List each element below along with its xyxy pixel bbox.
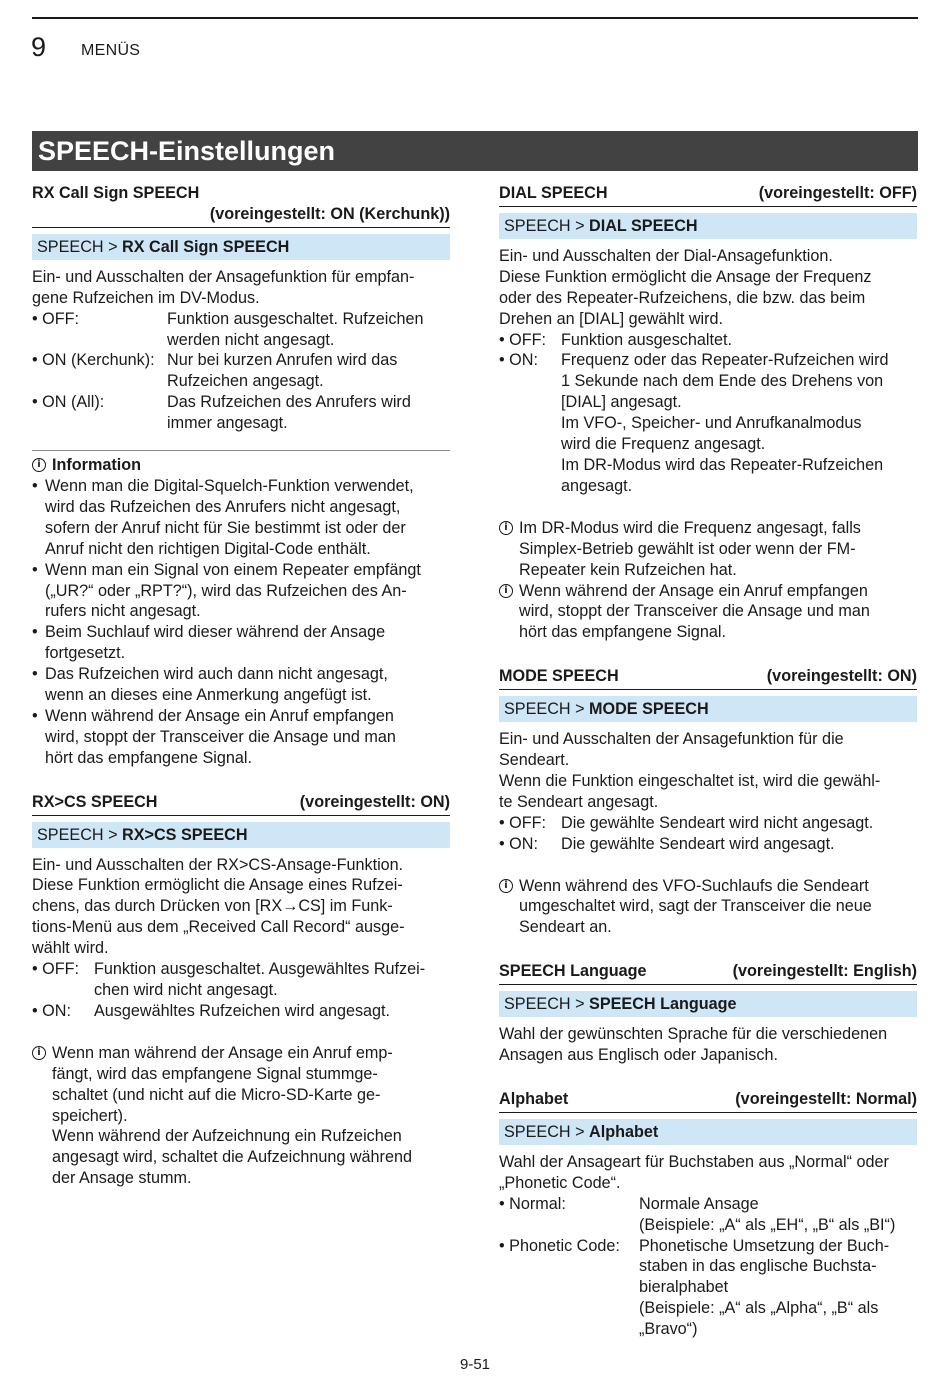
option-off: • OFF: Funktion ausgeschaltet. (499, 330, 732, 349)
dial-note: i Im DR-Modus wird die Frequenz angesagt, falls Simplex-Betrieb gewählt ist oder wenn der FM- Repeater kein Rufzeichen hat. (499, 518, 917, 581)
dial-description: Ein- und Ausschalten der Dial-Ansagefunktion. Diese Funktion ermöglicht die Ansage der Frequenz oder des Repeater-Rufzeichens, die bzw. das beim Drehen an [DIAL] gewählt wird. (499, 246, 872, 328)
dial-default: (voreingestellt: OFF) (758, 184, 917, 202)
menu-item: DIAL SPEECH (589, 216, 698, 235)
language-heading (499, 961, 917, 982)
heading-rule (499, 984, 917, 985)
rxcs-default: (voreingestellt: ON) (299, 792, 450, 811)
mode-options (499, 813, 917, 855)
option-off: • OFF: Funktion ausgeschaltet. Ausgewähltes Rufzei- chen wird nicht angesagt. (32, 960, 426, 999)
heading-rule (32, 815, 450, 816)
info-icon: i (32, 1046, 46, 1060)
page-number: 9-51 (459, 1356, 491, 1373)
menu-item: Alphabet (589, 1122, 659, 1141)
dial-options (499, 330, 917, 497)
info-icon: i (499, 879, 513, 893)
section-banner: SPEECH-Einstellungen (32, 131, 918, 171)
rxcs-note: i Wenn man während der Ansage ein Anruf emp- fängt, wird das empfangene Signal stummge- schaltet (und nicht auf die Micro-SD-Karte ge- speichert). Wenn während der Aufzeichnung ein Rufzeichen angesagt wird, schaltet die Aufzeichnung während der Ansage stumm. (32, 1043, 450, 1189)
option-on-kerchunk: • ON (Kerchunk): Nur bei kurzen Anrufen wird das Rufzeichen angesagt. (32, 351, 398, 391)
heading-rule (499, 689, 917, 690)
option-on-all: • ON (All): Das Rufzeichen des Anrufers wird immer angesagt. (32, 393, 411, 433)
info-icon: i (499, 584, 513, 598)
rx-call-default: (voreingestellt: ON (Kerchunk)) (209, 204, 450, 223)
alphabet-options (499, 1194, 917, 1340)
info-icon: i (32, 458, 46, 472)
heading-rule (32, 227, 450, 228)
option-off: • OFF: Die gewählte Sendeart wird nicht angesagt. (499, 813, 874, 832)
list-item: • Wenn während der Ansage ein Anruf empfangen wird, stoppt der Transceiver die Ansage und man hört das empfangene Signal. (32, 706, 396, 767)
rx-call-title: RX Call Sign SPEECH (32, 184, 200, 202)
menu-item: SPEECH Language (589, 995, 737, 1014)
language-title: SPEECH Language (499, 962, 647, 981)
alphabet-title: Alphabet (499, 1090, 569, 1108)
dial-menu-path: SPEECH > DIAL SPEECH (499, 213, 917, 239)
dial-note: i Wenn während der Ansage ein Anruf empfangen wird, stoppt der Transceiver die Ansage und man hört das empfangene Signal. (499, 581, 917, 644)
rx-call-options (32, 309, 450, 434)
list-item: • Das Rufzeichen wird auch dann nicht angesagt, wenn an dieses eine Anmerkung angefügt ist. (32, 665, 388, 705)
information-heading: i Information (32, 455, 450, 476)
right-column (499, 183, 917, 1340)
left-column (32, 183, 450, 1189)
mode-description: Ein- und Ausschalten der Ansagefunktion für die Sendeart. Wenn die Funktion eingeschaltet ist, wird die gewähl- te Sendeart angesagt. (499, 730, 881, 811)
language-default: (voreingestellt: English) (732, 962, 917, 981)
alphabet-description: Wahl der Ansageart für Buchstaben aus „Normal“ oder „Phonetic Code“. (499, 1152, 889, 1192)
menu-item: RX>CS SPEECH (122, 825, 248, 844)
alphabet-menu-path: SPEECH > Alphabet (499, 1119, 917, 1145)
language-menu-path: SPEECH > SPEECH Language (499, 991, 917, 1017)
rxcs-description: Ein- und Ausschalten der RX>CS-Ansage-Funktion. Diese Funktion ermöglicht die Ansage eines Rufzei- chens, das durch Drücken von [RX→CS] im Funk- tions-Menü aus dem „Received Call Record“ ausge- wählt wird. (32, 855, 405, 958)
rx-call-description: Ein- und Ausschalten der Ansagefunktion für empfan- gene Rufzeichen im DV-Modus. (32, 267, 415, 307)
dial-heading (499, 183, 917, 204)
option-on: • ON: Frequenz oder das Repeater-Rufzeichen wird 1 Sekunde nach dem Ende des Drehens von [DIAL] angesagt. Im VFO-, Speicher- und Anrufkanalmodus wird die Frequenz angesagt. Im DR-Modus wird das Repeater-Rufzeichen angesagt. (499, 351, 889, 495)
chapter-number: 9 (31, 32, 47, 62)
dial-title: DIAL SPEECH (499, 184, 608, 202)
heading-rule (499, 206, 917, 207)
alphabet-heading (499, 1089, 917, 1110)
mode-default: (voreingestellt: ON) (766, 667, 917, 686)
mode-menu-path: SPEECH > MODE SPEECH (499, 696, 917, 722)
rx-call-heading (32, 183, 450, 225)
option-off: • OFF: Funktion ausgeschaltet. Rufzeichen werden nicht angesagt. (32, 309, 424, 349)
rx-call-menu-path: SPEECH > RX Call Sign SPEECH (32, 234, 450, 260)
rxcs-options (32, 959, 450, 1022)
list-item: • Wenn man ein Signal von einem Repeater empfängt („UR?“ oder „RPT?“), wird das Rufzeichen des An- rufers nicht angesagt. (32, 560, 421, 621)
rxcs-heading (32, 792, 450, 813)
chapter-title: MENÜS (81, 42, 141, 59)
language-description: Wahl der gewünschten Sprache für die verschiedenen Ansagen aus Englisch oder Japanisch. (499, 1025, 888, 1065)
list-item: • Wenn man die Digital-Squelch-Funktion verwendet, wird das Rufzeichen des Anrufers nicht angesagt, sofern der Anruf nicht für Sie bestimmt ist oder der Anruf nicht den richtigen Digital-Code enthält. (32, 476, 414, 558)
option-phonetic-code: • Phonetic Code: Phonetische Umsetzung der Buch- staben in das englische Buchsta- bieralphabet (Beispiele: „A“ als „Alpha“, „B“ als „Bravo“) (499, 1236, 890, 1339)
alphabet-default: (voreingestellt: Normal) (735, 1090, 917, 1108)
rxcs-title: RX>CS SPEECH (32, 792, 158, 811)
info-rule (32, 450, 450, 451)
option-on: • ON: Ausgewähltes Rufzeichen wird angesagt. (32, 1001, 391, 1020)
top-rule (32, 17, 918, 19)
mode-heading (499, 666, 917, 687)
info-icon: i (499, 521, 513, 535)
heading-rule (499, 1112, 917, 1113)
menu-item: RX Call Sign SPEECH (122, 237, 290, 256)
information-list (32, 476, 450, 769)
mode-title: MODE SPEECH (499, 667, 619, 686)
mode-note: i Wenn während des VFO-Suchlaufs die Sendeart umgeschaltet wird, sagt der Transceiver die neue Sendeart an. (499, 876, 917, 939)
list-item: • Beim Suchlauf wird dieser während der Ansage fortgesetzt. (32, 623, 386, 663)
rxcs-menu-path: SPEECH > RX>CS SPEECH (32, 822, 450, 848)
menu-item: MODE SPEECH (589, 700, 709, 719)
option-normal: • Normal: Normale Ansage (Beispiele: „A“ als „EH“, „B“ als „BI“) (499, 1194, 896, 1234)
option-on: • ON: Die gewählte Sendeart wird angesagt. (499, 834, 835, 853)
